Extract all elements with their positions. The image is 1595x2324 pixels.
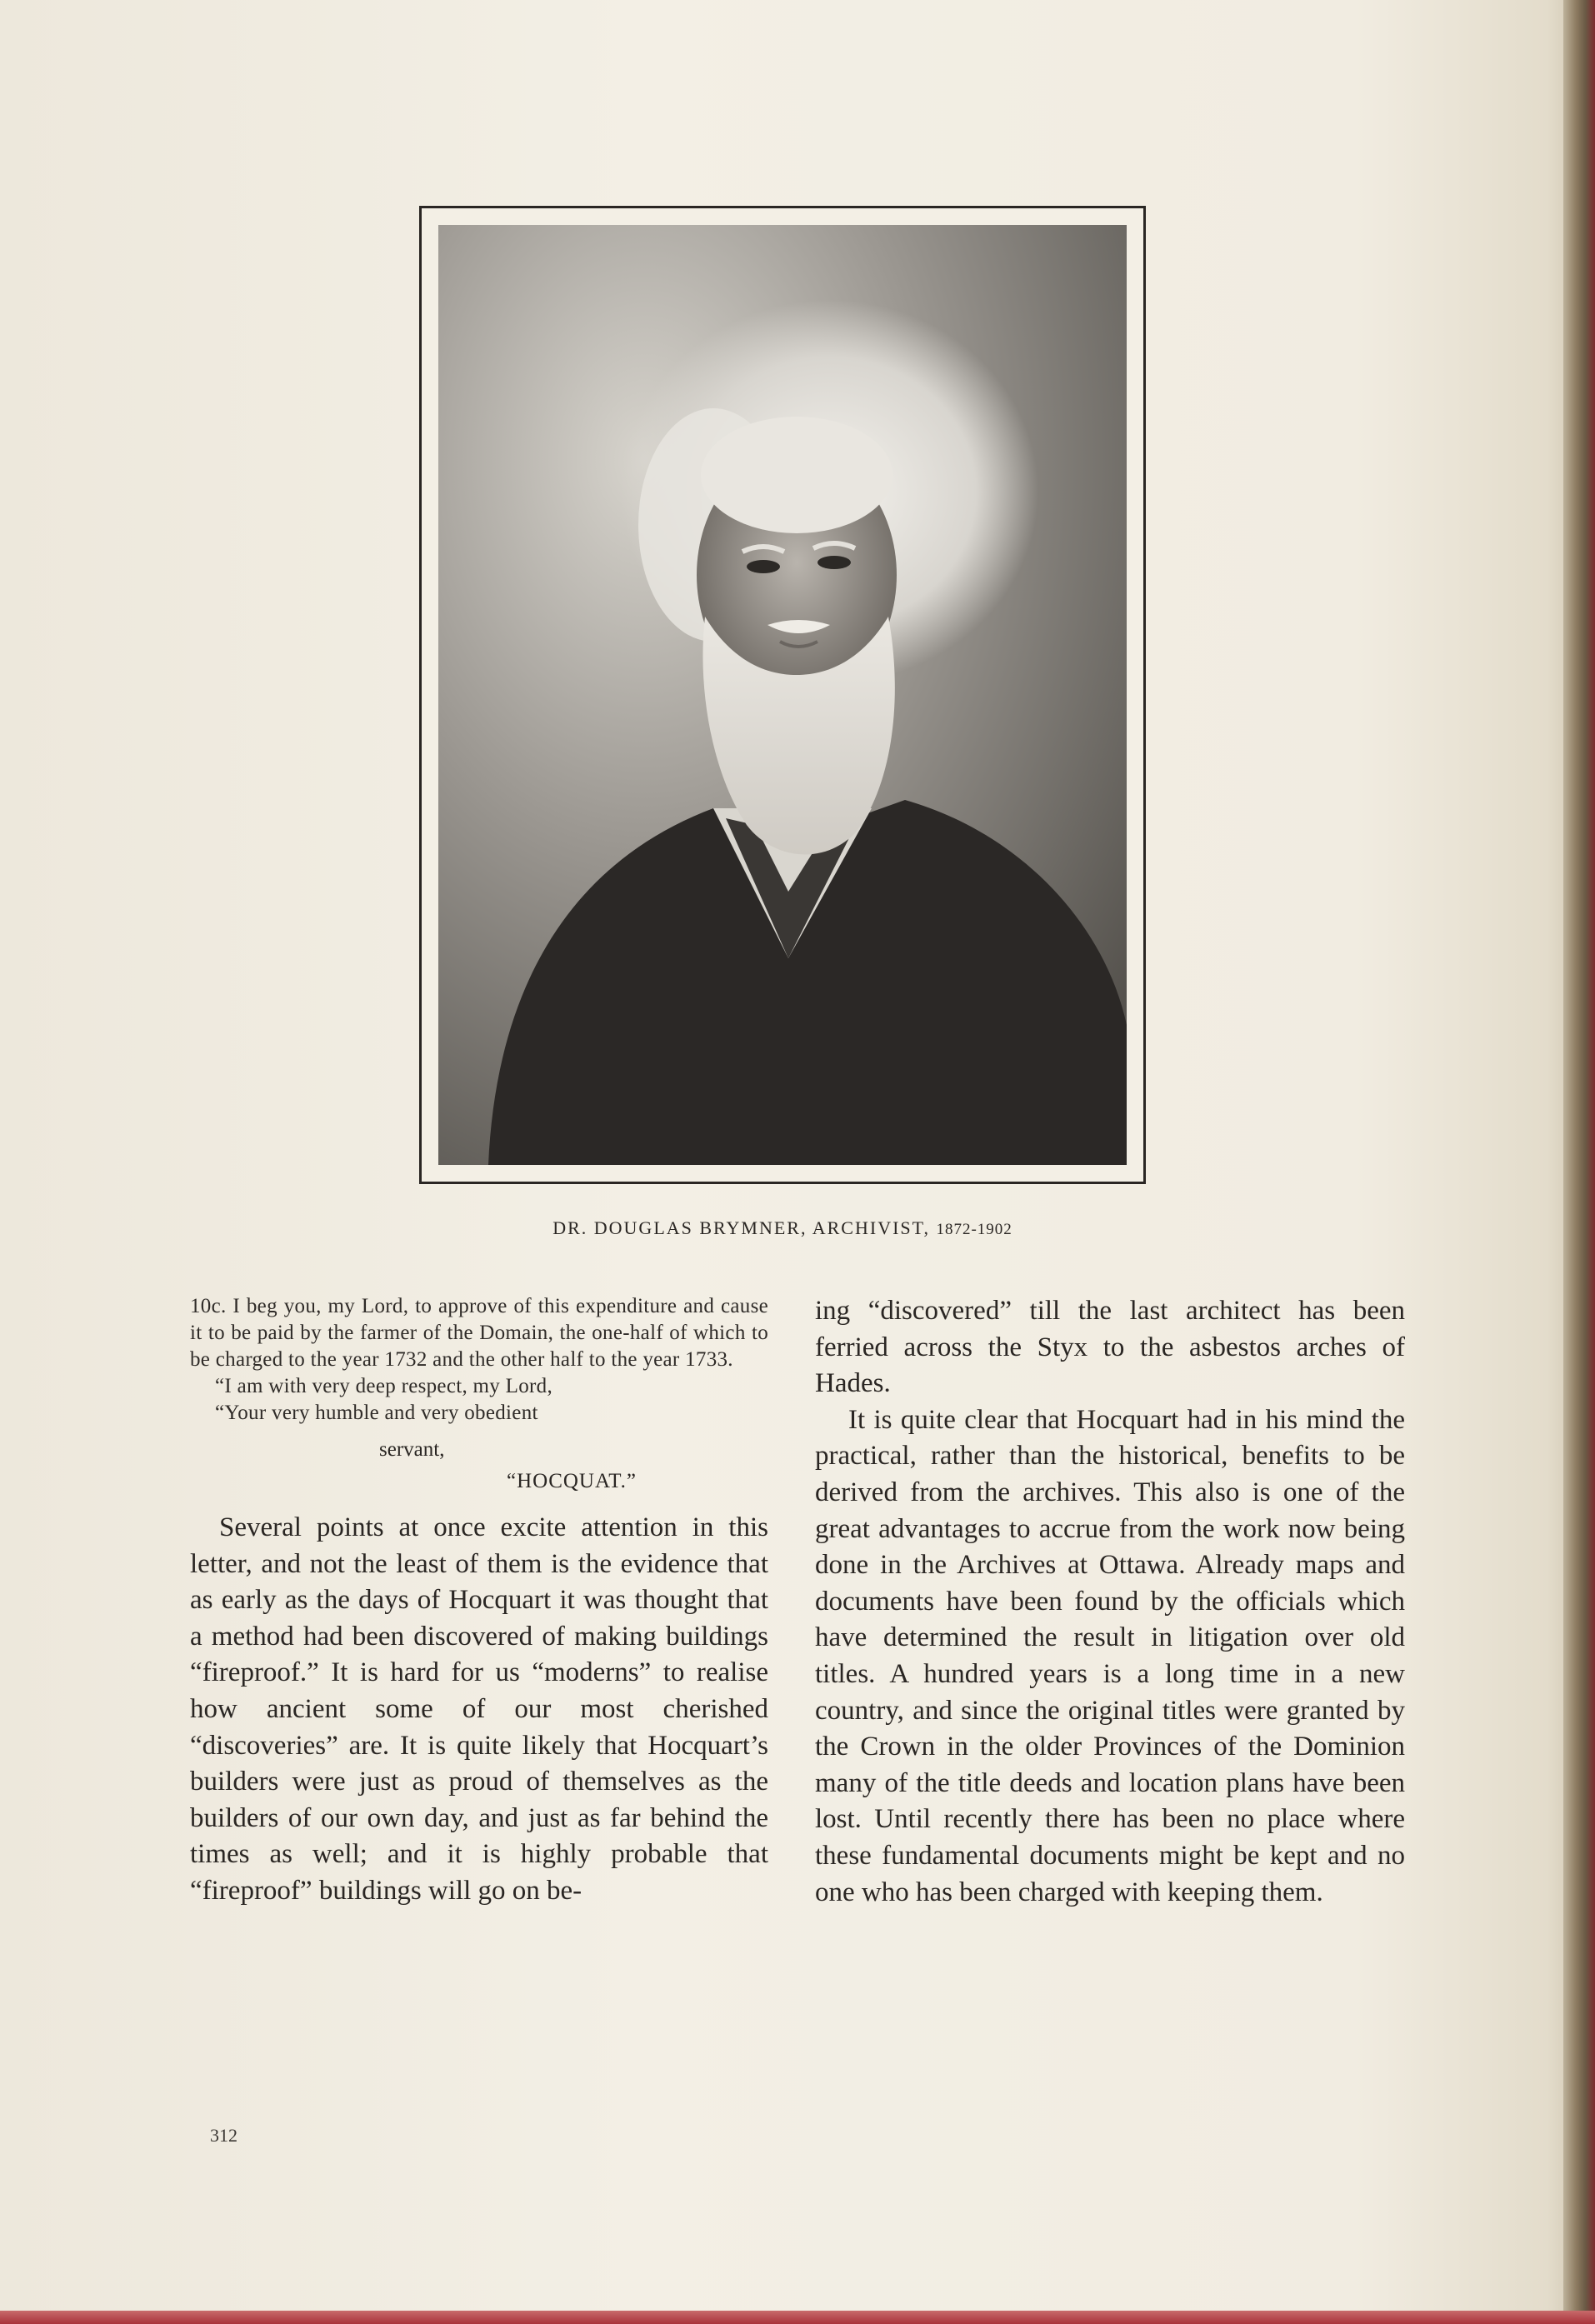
portrait-illustration [438,225,1127,1165]
letter-closing-line: “Your very humble and very obedient [215,1402,538,1424]
letter-servant: servant, [379,1438,445,1461]
book-gutter [1563,0,1595,2324]
letter-paragraph: 10c. I beg you, my Lord, to approve of this expenditure and cause it to be paid by the farmer of the Domain, the one-half of which to be charged to the year 1732 and the other half to the year 1733. [190,1295,768,1371]
portrait-frame [419,206,1146,1184]
caption-years: 1872-1902 [936,1221,1012,1238]
photo-caption [419,1217,1146,1239]
right-column [815,1293,1405,1911]
continued-paragraph: ing “discovered” till the last architect has been ferried across the Styx to the asbestos arches of Hades. [815,1296,1405,1399]
caption-text: DR. DOUGLAS BRYMNER, ARCHIVIST, [552,1217,937,1238]
page-number: 312 [210,2125,238,2146]
body-paragraph: Several points at once excite attention in this letter, and not the least of them is the evidence that as early as the days of Hocquart it was thought that a method had been discovered of making buildings “fireproof.” It is hard for us “moderns” to realise how ancient some of our most cherished “discoveries” are. It is quite likely that Hocquart’s builders were just as proud of themselves as the builders of our own day, and just as far behind the times as well; and it is highly probable that “fireproof” buildings will go on be- [190,1512,768,1906]
body-paragraph: It is quite clear that Hocquart had in his mind the practical, rather than the historical, benefits to be derived from the archives. This also is one of the great advantages to accrue from the work now being done in the Archives at Ottawa. Already maps and documents have been found by the officials which have determined the result in litigation over old titles. A hundred years is a long time in a new country, and since the original titles were granted by the Crown in the older Provinces of the Dominion many of the title deeds and location plans have been lost. Until recently there has been no place where these fundamental documents might be kept and no one who has been charged with keeping them. [815,1404,1405,1907]
page-edge-strip [0,2311,1595,2324]
portrait-photo [438,225,1127,1165]
letter-signature: “HOCQUAT.” [507,1470,638,1492]
letter-closing-line: “I am with very deep respect, my Lord, [215,1375,553,1397]
left-column [190,1293,768,1910]
